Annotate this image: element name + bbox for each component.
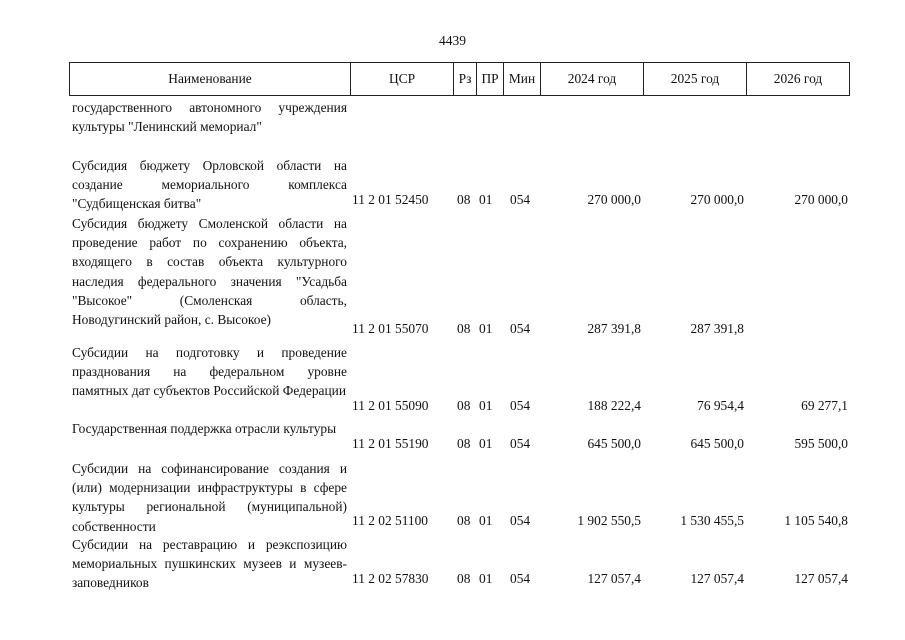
- row-2024: 287 391,8: [587, 321, 641, 336]
- row-min: 054: [510, 398, 531, 413]
- row-2024: 1 902 550,5: [577, 513, 641, 528]
- row-rz: 08: [457, 321, 471, 336]
- row-pr: 01: [479, 571, 493, 586]
- header-2024: 2024 год: [540, 63, 643, 95]
- row-2026: 69 277,1: [801, 398, 848, 413]
- row-2025: 287 391,8: [690, 321, 744, 336]
- row-name: Государственная поддержка отрасли культуры: [72, 421, 337, 436]
- row-csr: 11 2 02 57830: [352, 571, 429, 586]
- row-2024: 188 222,4: [587, 398, 641, 413]
- header-rz: Рз: [453, 63, 476, 95]
- row-2025: 645 500,0: [690, 436, 744, 451]
- row-rz: 08: [457, 398, 471, 413]
- row-2025: 127 057,4: [690, 571, 744, 586]
- row-2025: 76 954,4: [697, 398, 744, 413]
- row-2025: 1 530 455,5: [680, 513, 744, 528]
- row-min: 054: [510, 436, 531, 451]
- row-csr: 11 2 01 55090: [352, 398, 429, 413]
- row-csr: 11 2 01 52450: [352, 192, 429, 207]
- row-pr: 01: [479, 192, 493, 207]
- row-2026: 127 057,4: [794, 571, 848, 586]
- row-2026: 595 500,0: [794, 436, 848, 451]
- header-name: Наименование: [168, 71, 252, 86]
- row-rz: 08: [457, 192, 471, 207]
- row-name: Субсидии на софинансирование создания и (или) модернизации инфраструктуры в сфере культуры региональной (муниципальной) собственности: [72, 461, 347, 534]
- header-2025: 2025 год: [643, 63, 746, 95]
- row-2024: 645 500,0: [587, 436, 641, 451]
- row-pr: 01: [479, 436, 493, 451]
- row-min: 054: [510, 513, 531, 528]
- row-csr: 11 2 01 55070: [352, 321, 429, 336]
- row-2024: 270 000,0: [587, 192, 641, 207]
- row-rz: 08: [457, 436, 471, 451]
- row-pr: 01: [479, 321, 493, 336]
- row-rz: 08: [457, 571, 471, 586]
- row-csr: 11 2 01 55190: [352, 436, 429, 451]
- page-number: 4439: [439, 33, 466, 48]
- header-2026: 2026 год: [746, 63, 849, 95]
- row-csr: 11 2 02 51100: [352, 513, 429, 528]
- table-header: [69, 62, 850, 96]
- row-name: Субсидия бюджету Орловской области на создание мемориального комплекса "Судбищенская битва": [72, 158, 347, 212]
- row-min: 054: [510, 192, 531, 207]
- header-csr: ЦСР: [350, 63, 453, 95]
- row-min: 054: [510, 571, 531, 586]
- row-rz: 08: [457, 513, 471, 528]
- row-name: Субсидия бюджету Смоленской области на проведение работ по сохранению объекта, входящего в состав объекта культурного наследия федерального значения "Усадьба "Высокое" (Смоленская область, Новодугинский район, с. Высокое): [72, 216, 347, 328]
- row-2025: 270 000,0: [690, 192, 744, 207]
- row-2026: 1 105 540,8: [784, 513, 848, 528]
- row-pr: 01: [479, 513, 493, 528]
- row-min: 054: [510, 321, 531, 336]
- row-pr: 01: [479, 398, 493, 413]
- row-name: Субсидии на реставрацию и реэкспозицию мемориальных пушкинских музеев и музеев-заповедников: [72, 537, 347, 591]
- row-2024: 127 057,4: [587, 571, 641, 586]
- row-name: Субсидии на подготовку и проведение празднования на федеральном уровне памятных дат субъектов Российской Федерации: [72, 345, 347, 399]
- row-2026: 270 000,0: [794, 192, 848, 207]
- header-pr: ПР: [476, 63, 503, 95]
- row-name: государственного автономного учреждения культуры "Ленинский мемориал": [72, 100, 347, 135]
- header-min: Мин: [503, 63, 540, 95]
